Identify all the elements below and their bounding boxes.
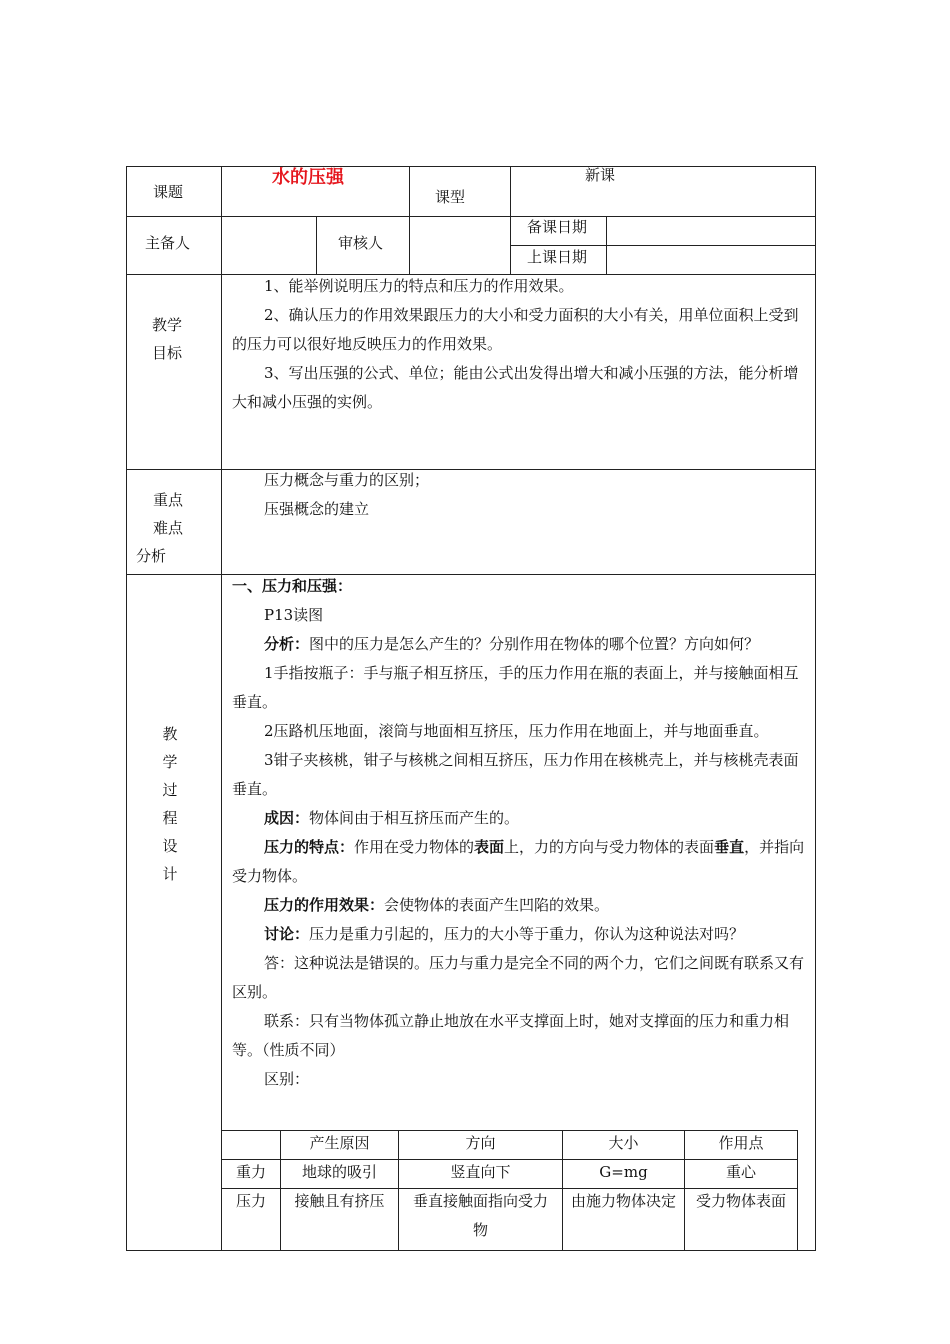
process-label: 教 学 过 程 设 计 xyxy=(162,725,178,883)
process-content xyxy=(232,572,810,1094)
table-border-top xyxy=(126,166,816,167)
table-border-left xyxy=(126,166,127,1251)
goal-item: 1、能举例说明压力的特点和压力的作用效果。 xyxy=(264,277,574,295)
type-value: 新课 xyxy=(585,166,616,184)
table-border-bottom xyxy=(126,1250,816,1251)
table-cell: 受力物体表面 xyxy=(695,1192,786,1210)
relation: 联系：只有当物体孤立静止地放在水平支撑面上时，她对支撑面的压力和重力相等。（性质不同） xyxy=(232,1012,790,1059)
key-point-item: 压强概念的建立 xyxy=(264,500,370,518)
table-cell: 竖直向下 xyxy=(450,1163,511,1181)
table-rule xyxy=(409,166,410,275)
table-cell: 重心 xyxy=(725,1163,756,1181)
key-points-list xyxy=(232,466,810,524)
section-title: 一、压力和压强： xyxy=(232,577,353,595)
goal-item: 2、确认压力的作用效果跟压力的大小和受力面积的大小有关，用单位面积上受到的压力可以很好地反映压力的作用效果。 xyxy=(232,306,799,353)
example-2: 2压路机压地面，滚筒与地面相互挤压，压力作用在地面上，并与地面垂直。 xyxy=(264,722,769,740)
table-cell: 垂直接触面指向受力物 xyxy=(412,1192,548,1239)
example-1: 1手指按瓶子：手与瓶子相互挤压，手的压力作用在瓶的表面上，并与接触面相互垂直。 xyxy=(232,664,799,711)
goals-list xyxy=(232,272,810,417)
reviewer-label: 审核人 xyxy=(338,234,384,252)
lesson-title: 水的压强 xyxy=(272,167,344,188)
table-cell: 地球的吸引 xyxy=(301,1163,377,1181)
table-cell: G=mg xyxy=(599,1163,648,1181)
table-rule xyxy=(510,245,816,246)
type-label: 课型 xyxy=(435,188,466,206)
class-date-label: 上课日期 xyxy=(527,248,588,266)
table-rule xyxy=(126,216,816,217)
table-header-cell: 产生原因 xyxy=(309,1134,370,1152)
preparer-label: 主备人 xyxy=(145,234,191,252)
answer: 答：这种说法是错误的。压力与重力是完全不同的两个力，它们之间既有联系又有区别。 xyxy=(232,954,805,1001)
table-rule xyxy=(316,216,317,275)
key-points-label: 重点 难点 分析 xyxy=(136,491,184,565)
table-border-right xyxy=(815,166,816,1251)
table-row-label: 压力 xyxy=(235,1192,266,1210)
inner-table-border-right xyxy=(797,1130,798,1250)
topic-label: 课题 xyxy=(153,183,184,201)
goal-item: 3、写出压强的公式、单位；能由公式出发得出增大和减小压强的方法，能分析增大和减小压强的实例。 xyxy=(232,364,799,411)
prep-date-label: 备课日期 xyxy=(527,218,588,236)
difference-label: 区别： xyxy=(264,1070,310,1088)
cause: 成因：物体间由于相互挤压而产生的。 xyxy=(264,809,520,827)
example-3: 3钳子夹核桃，钳子与核桃之间相互挤压，压力作用在核桃壳上，并与核桃壳表面垂直。 xyxy=(232,751,799,798)
table-header-cell: 作用点 xyxy=(718,1134,764,1152)
table-header-cell: 大小 xyxy=(608,1134,639,1152)
table-rule xyxy=(606,216,607,275)
key-point-item: 压力概念与重力的区别； xyxy=(264,471,430,489)
read-figure: P13读图 xyxy=(264,606,324,624)
pressure-feature: 压力的特点：作用在受力物体的表面上，力的方向与受力物体的表面垂直，并指向受力物体。 xyxy=(232,838,805,885)
table-rule xyxy=(510,166,511,275)
discussion: 讨论：压力是重力引起的，压力的大小等于重力，你认为这种说法对吗？ xyxy=(264,925,745,943)
table-rule xyxy=(221,166,222,1251)
goals-label: 教学 目标 xyxy=(152,316,183,362)
table-cell: 由施力物体决定 xyxy=(571,1192,677,1210)
analysis: 分析：图中的压力是怎么产生的？分别作用在物体的哪个位置？方向如何？ xyxy=(264,635,760,653)
pressure-effect: 压力的作用效果：会使物体的表面产生凹陷的效果。 xyxy=(264,896,610,914)
table-row-label: 重力 xyxy=(235,1163,266,1181)
table-header-cell: 方向 xyxy=(465,1134,496,1152)
table-cell: 接触且有挤压 xyxy=(294,1192,385,1210)
